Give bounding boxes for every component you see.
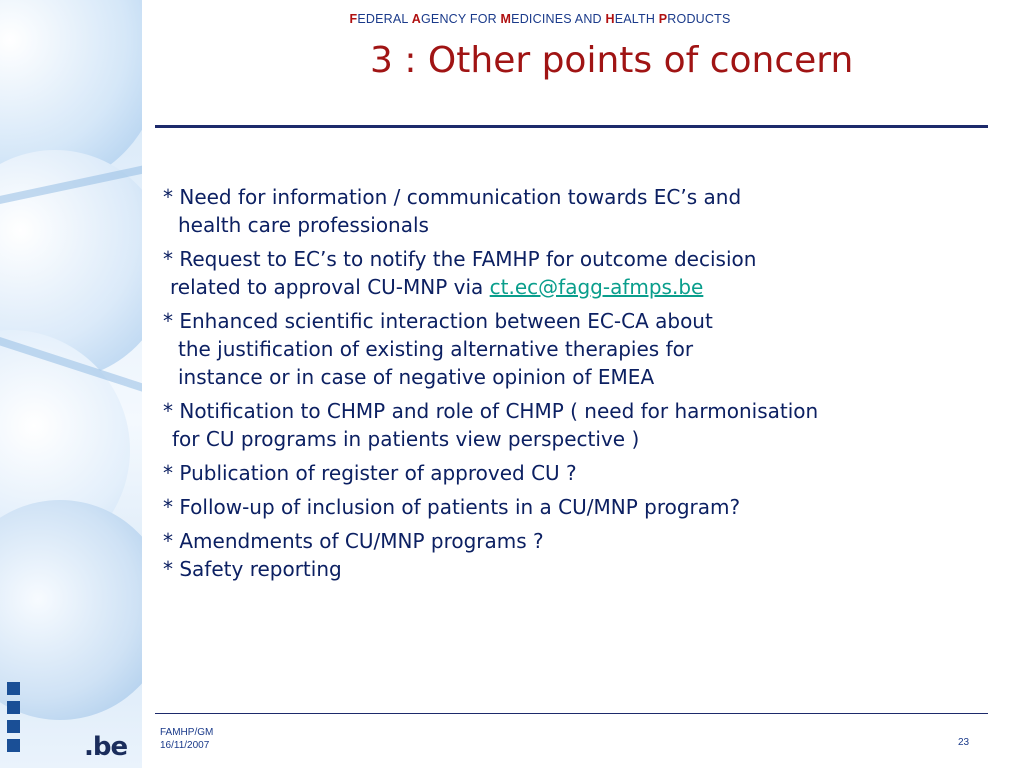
agency-initial: P xyxy=(658,12,668,26)
bullet-item xyxy=(163,183,973,239)
agency-word: RODUCTS xyxy=(667,12,731,26)
bullet-line: instance or in case of negative opinion of EMEA xyxy=(178,365,655,389)
slide-title: 3 : Other points of concern xyxy=(370,40,854,81)
agency-word: GENCY FOR xyxy=(420,12,501,26)
bullet-line: * Request to EC’s to notify the FAMHP for outcome decision xyxy=(163,247,757,271)
decorative-squares xyxy=(7,682,20,758)
square-icon xyxy=(7,701,20,714)
footer-info xyxy=(160,726,213,752)
bullet-item xyxy=(163,527,973,555)
decorative-pill-background xyxy=(0,0,142,768)
square-icon xyxy=(7,720,20,733)
page-number: 23 xyxy=(958,737,970,748)
footer-divider xyxy=(155,713,988,714)
bullet-line: * Enhanced scientific interaction between EC-CA about xyxy=(163,309,713,333)
agency-word: EDERAL xyxy=(357,12,412,26)
email-link[interactable]: ct.ec@fagg-afmps.be xyxy=(489,275,704,299)
bullet-line: * Amendments of CU/MNP programs ? xyxy=(163,529,544,553)
agency-name xyxy=(300,12,780,26)
pill-shape xyxy=(0,500,142,720)
footer-date: 16/11/2007 xyxy=(160,740,210,751)
bullet-item xyxy=(163,307,973,391)
bullet-line: * Safety reporting xyxy=(163,557,342,581)
bullet-line: * Publication of register of approved CU ? xyxy=(163,461,577,485)
bullet-line: for CU programs in patients view perspective ) xyxy=(172,427,640,451)
bullet-line: * Notification to CHMP and role of CHMP ( need for harmonisation xyxy=(163,399,819,423)
bullet-item xyxy=(163,459,973,487)
square-icon xyxy=(7,682,20,695)
be-logo: .be xyxy=(84,732,128,762)
bullet-line: * Follow-up of inclusion of patients in a CU/MNP program? xyxy=(163,495,741,519)
bullet-item xyxy=(163,397,973,453)
bullet-item xyxy=(163,245,973,301)
title-divider xyxy=(155,125,988,128)
bullet-line: * Need for information / communication towards EC’s and xyxy=(163,185,742,209)
bullet-line xyxy=(163,273,973,301)
square-icon xyxy=(7,739,20,752)
agency-word: EDICINES AND xyxy=(511,12,606,26)
bullet-item xyxy=(163,555,973,583)
agency-initial: F xyxy=(349,12,358,26)
agency-initial: H xyxy=(605,12,615,26)
bullet-line: health care professionals xyxy=(178,213,429,237)
bullet-line-text: related to approval CU-MNP via xyxy=(170,275,490,299)
agency-word: EALTH xyxy=(614,12,659,26)
agency-initial: A xyxy=(411,12,421,26)
bullet-list xyxy=(163,183,973,589)
agency-initial: M xyxy=(500,12,512,26)
footer-author: FAMHP/GM xyxy=(160,727,214,738)
bullet-line: the justification of existing alternative therapies for xyxy=(178,337,694,361)
bullet-item xyxy=(163,493,973,521)
